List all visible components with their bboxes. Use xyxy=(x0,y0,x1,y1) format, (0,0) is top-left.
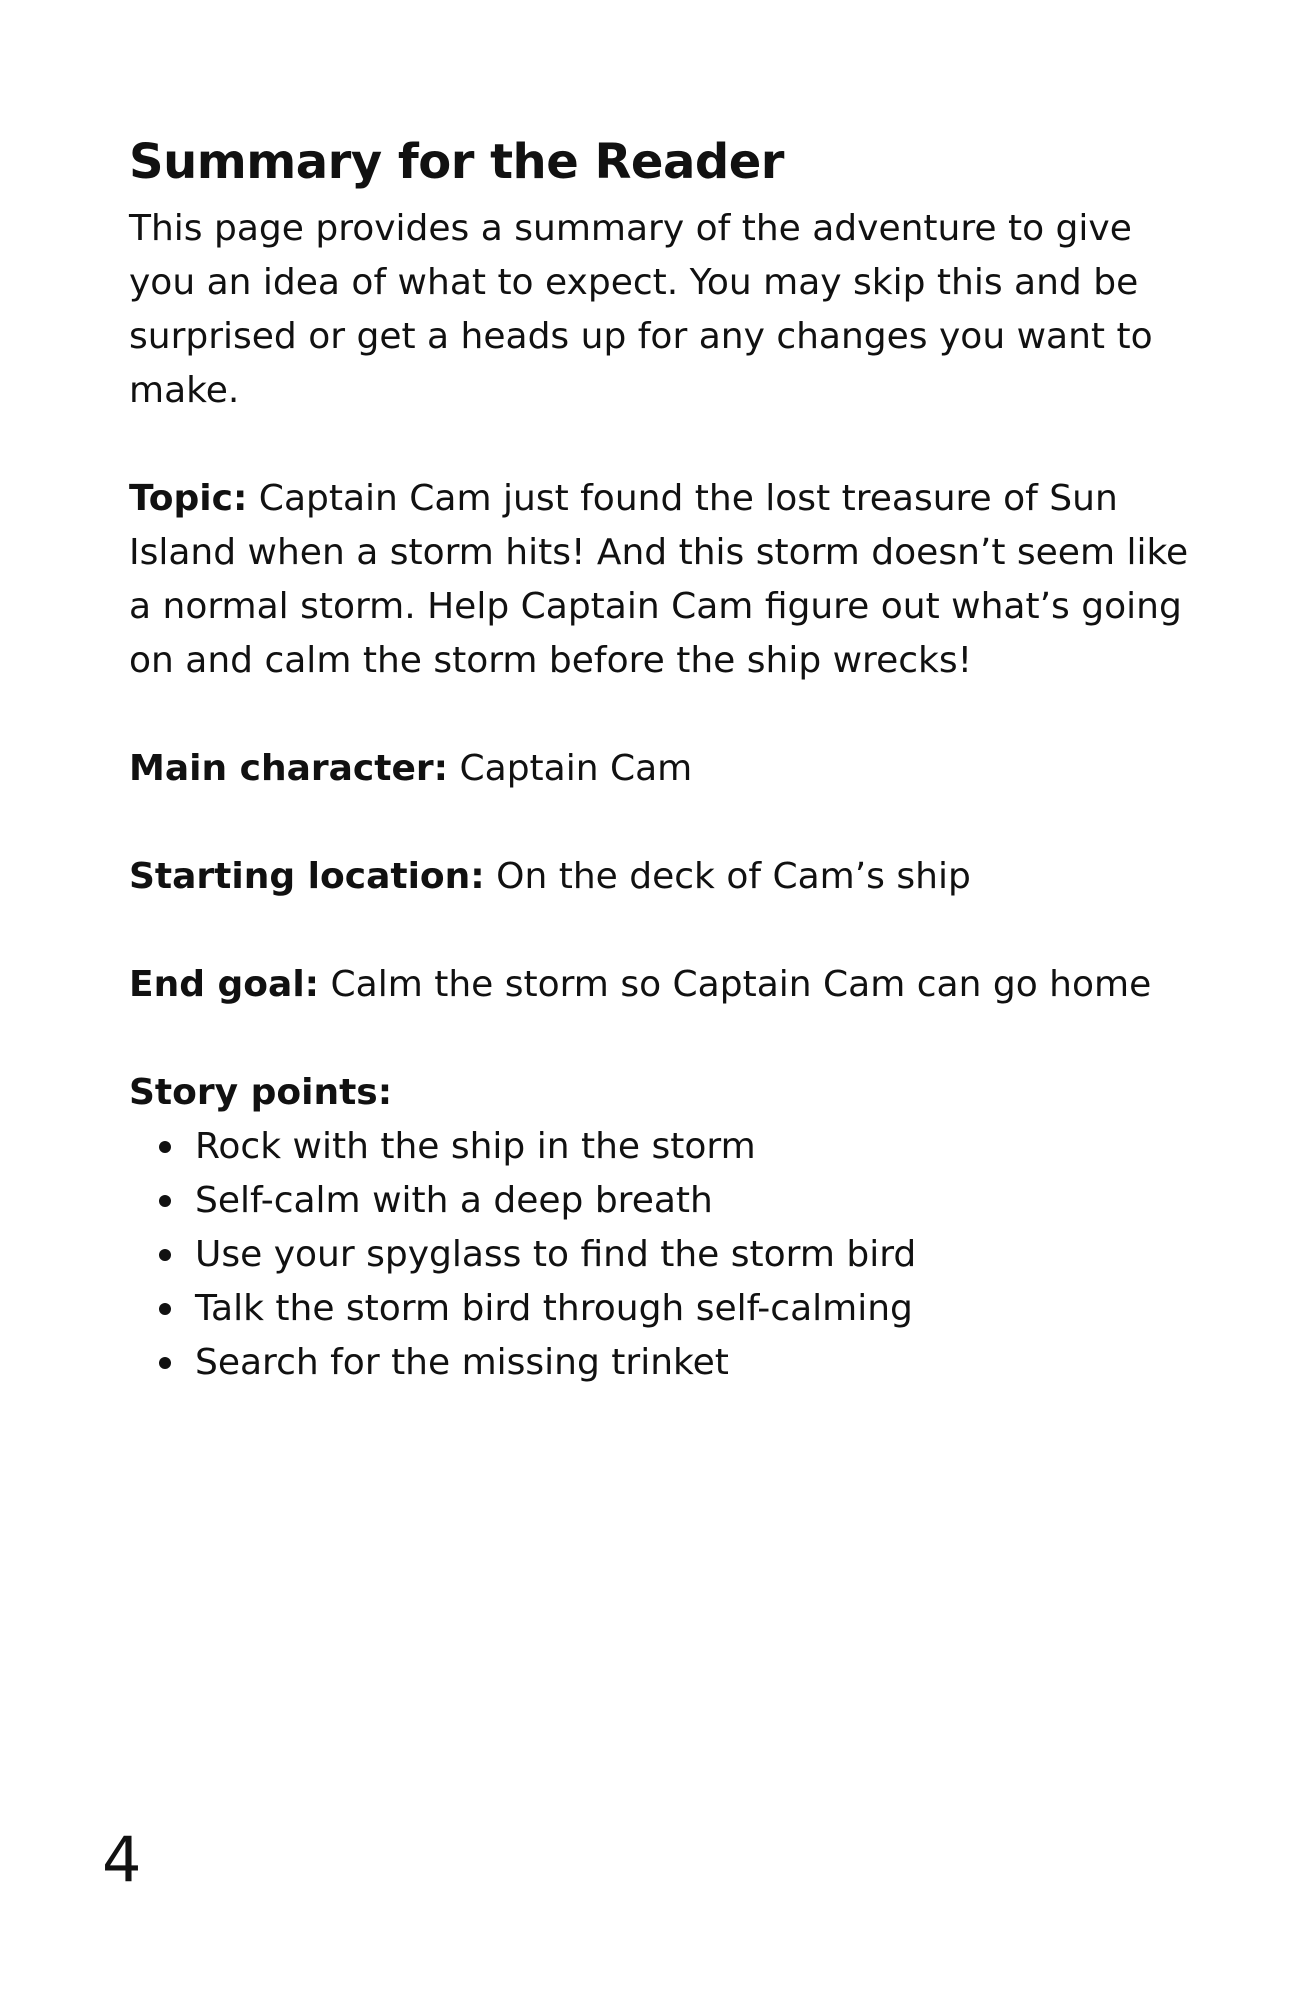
topic-field xyxy=(129,472,1189,688)
list-item xyxy=(159,1120,1189,1174)
end-goal-field xyxy=(129,958,1189,1012)
bullet-icon xyxy=(159,1249,171,1261)
bullet-icon xyxy=(159,1303,171,1315)
page-title: Summary for the Reader xyxy=(129,134,784,190)
bullet-icon xyxy=(159,1357,171,1369)
topic-label: Topic: xyxy=(129,478,248,519)
summary-content xyxy=(129,128,1189,1390)
page-number: 4 xyxy=(102,1823,142,1896)
story-point-text: Search for the missing trinket xyxy=(195,1342,729,1383)
starting-location-label: Starting location: xyxy=(129,856,485,897)
story-point-text: Use your spyglass to find the storm bird xyxy=(195,1234,917,1275)
starting-location-text: On the deck of Cam’s ship xyxy=(484,856,971,897)
main-character-field xyxy=(129,742,1189,796)
bullet-icon xyxy=(159,1141,171,1153)
list-item xyxy=(159,1174,1189,1228)
story-points-list xyxy=(129,1120,1189,1390)
bullet-icon xyxy=(159,1195,171,1207)
starting-location-field xyxy=(129,850,1189,904)
main-character-text: Captain Cam xyxy=(448,748,693,789)
story-point-text: Self-calm with a deep breath xyxy=(195,1180,713,1221)
intro-paragraph: This page provides a summary of the adventure to give you an idea of what to expect. You may skip this and be surprised or get a heads up for any changes you want to make. xyxy=(129,208,1153,411)
story-point-text: Talk the storm bird through self-calming xyxy=(195,1288,913,1329)
topic-text: Captain Cam just found the lost treasure of Sun Island when a storm hits! And this storm doesn’t seem like a normal storm. Help Captain Cam figure out what’s going on and calm the storm before the ship wrecks! xyxy=(129,478,1189,681)
main-character-label: Main character: xyxy=(129,748,449,789)
end-goal-label: End goal: xyxy=(129,964,320,1005)
story-point-text: Rock with the ship in the storm xyxy=(195,1126,756,1167)
list-item xyxy=(159,1282,1189,1336)
list-item xyxy=(159,1336,1189,1390)
end-goal-text: Calm the storm so Captain Cam can go home xyxy=(319,964,1152,1005)
story-points-label: Story points: xyxy=(129,1072,393,1113)
list-item xyxy=(159,1228,1189,1282)
